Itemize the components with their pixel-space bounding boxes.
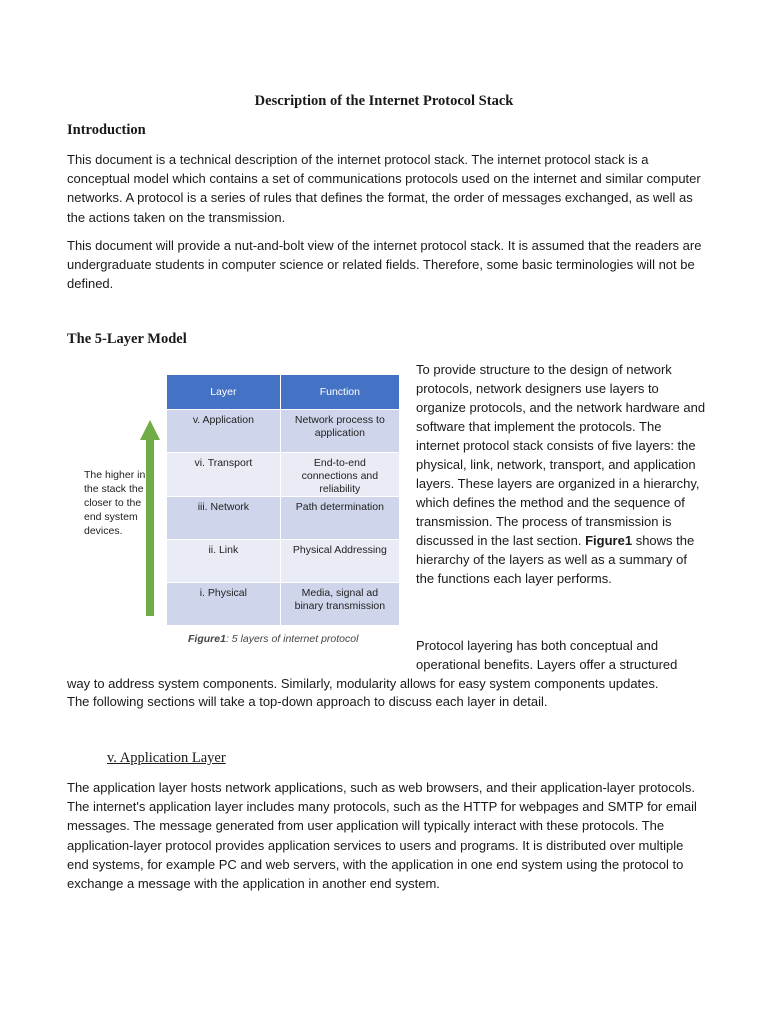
intro-paragraph-2: This document will provide a nut-and-bolt view of the internet protocol stack. It is assumed that the readers are undergraduate students in computer science or related fields. Therefore, some basic terminologies will not be defined. <box>67 238 702 292</box>
up-arrow-icon <box>140 420 160 616</box>
layer-table <box>166 374 400 626</box>
paragraph-text: shows the hierarchy of the layers as well as a summary of the functions each layer performs. <box>416 533 695 586</box>
application-layer-heading: v. Application Layer <box>107 750 226 766</box>
figure-side-note: The higher in the stack the closer to the end system devices. <box>84 469 146 537</box>
figure-caption-text: : 5 layers of internet protocol <box>225 633 359 645</box>
layer-cell: vi. Transport <box>167 453 281 497</box>
five-layer-paragraph-2-line: Protocol layering has both conceptual and <box>416 638 659 653</box>
function-cell: Physical Addressing <box>280 540 399 583</box>
function-cell: Media, signal ad binary transmission <box>280 583 399 626</box>
intro-paragraph-1: This document is a technical description of the internet protocol stack. The internet protocol stack is a conceptual model which contains a set of communications protocols used on the internet and similar computer networks. A protocol is a series of rules that defines the format, the order of messages exchanged, as well as the actions taken on the transmission. <box>67 152 701 225</box>
five-layer-paragraph-2-line: operational benefits. Layers offer a structured <box>416 657 678 672</box>
layer-cell: v. Application <box>167 410 281 453</box>
table-row <box>167 410 400 453</box>
five-layer-paragraph-1 <box>416 360 708 588</box>
function-cell: End-to-end connections and reliability <box>280 453 399 497</box>
five-layer-paragraph-2-line: The following sections will take a top-down approach to discuss each layer in detail. <box>67 694 548 709</box>
table-header-function: Function <box>280 375 399 410</box>
layer-cell: iii. Network <box>167 497 281 540</box>
application-layer-paragraph: The application layer hosts network applications, such as web browsers, and their application-layer protocols. The internet's application layer includes many protocols, such as the HTTP for webpages and SMTP for email messages. The message generated from user application will typically interact with these protocols. The application-layer protocol provides application services to users and programs. It is distributed over multiple end systems, for example PC and web servers, with the application in one end system using the protocol to exchange a message with the application in another end system. <box>67 780 697 892</box>
document-title: Description of the Internet Protocol Stack <box>254 93 514 109</box>
figure-caption-label: Figure1 <box>188 633 226 645</box>
layer-cell: ii. Link <box>167 540 281 583</box>
table-row <box>167 583 400 626</box>
function-cell: Path determination <box>280 497 399 540</box>
table-row <box>167 453 400 497</box>
figure-caption <box>188 633 358 645</box>
paragraph-text: To provide structure to the design of network protocols, network designers use layers to organize protocols, and the network hardware and software that implement the protocols. The internet protocol stack consists of five layers: the physical, link, network, transport, and application layers. These layers are organized in a hierarchy, which defines the method and the sequence of transmission. The process of transmission is discussed in the last section. <box>416 362 706 548</box>
table-header-layer: Layer <box>167 375 281 410</box>
introduction-heading: Introduction <box>67 122 146 138</box>
function-cell: Network process to application <box>280 410 399 453</box>
table-row <box>167 540 400 583</box>
figure-layers <box>80 372 400 652</box>
table-row <box>167 497 400 540</box>
five-layer-heading: The 5-Layer Model <box>67 331 187 347</box>
five-layer-paragraph-2-line: way to address system components. Similarly, modularity allows for easy system components updates. <box>67 676 659 691</box>
layer-cell: i. Physical <box>167 583 281 626</box>
figure-reference: Figure1 <box>585 533 633 548</box>
